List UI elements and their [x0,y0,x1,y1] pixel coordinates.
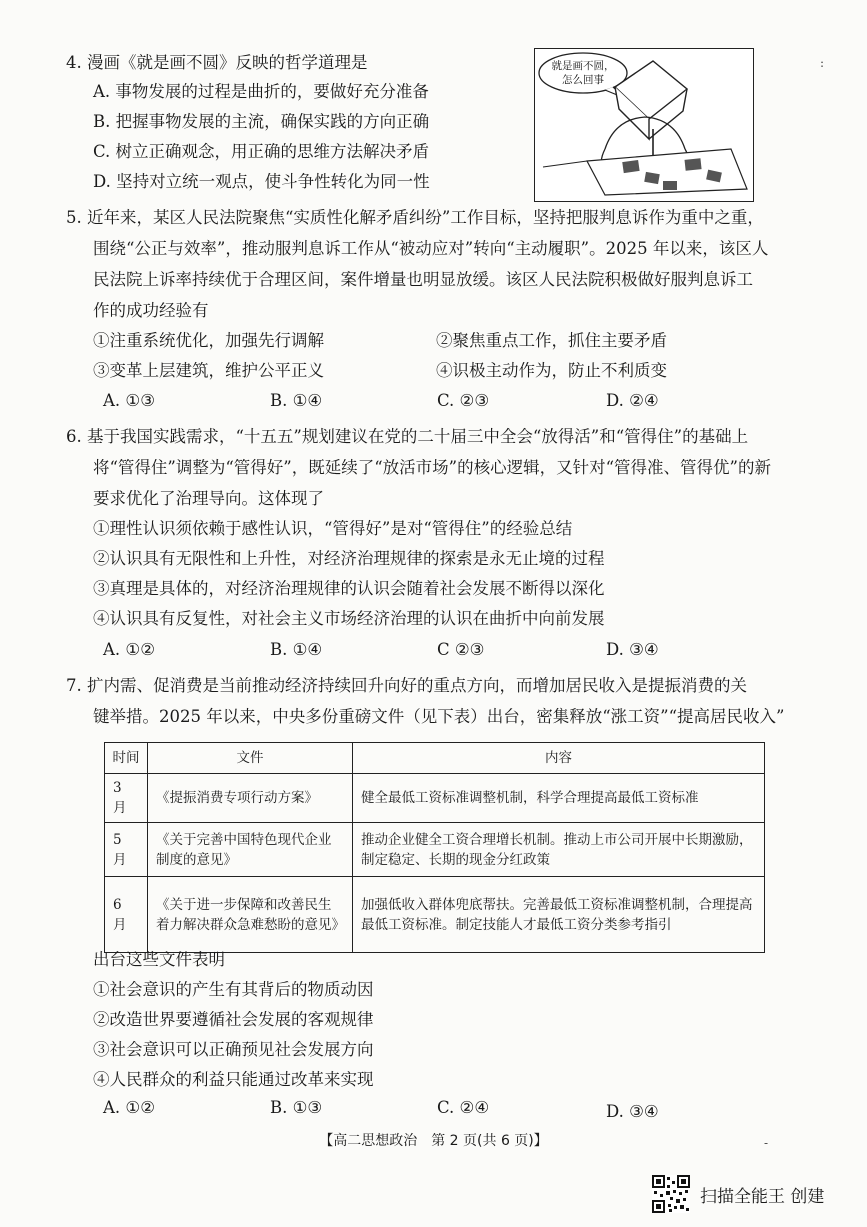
q5-choice-b: B. ①④ [270,391,323,410]
scanner-label: 扫描全能王 创建 [700,1186,825,1207]
margin-mark: - [764,1136,769,1150]
q6-item-3: ③真理是具体的，对经济治理规律的认识会随着社会发展不断得以深化 [93,579,605,598]
q5-item-1: ①注重系统优化，加强先行调解 [93,331,324,350]
q7-stem-2: 键举措。2025 年以来，中央多份重磅文件（见下表）出台，密集释放“涨工资”“提高居民收入” [93,707,785,726]
table-cell: 5 月 [105,823,148,877]
q5-item-2: ②聚焦重点工作，抓住主要矛盾 [436,331,667,350]
cartoon-caption-2: 怎么回事 [562,74,604,86]
q7-choice-d: D. ③④ [606,1102,659,1121]
table-cell: 健全最低工资标准调整机制，科学合理提高最低工资标准 [353,774,765,823]
scanner-watermark [652,1174,824,1214]
q7-choice-c: C. ②④ [437,1098,490,1117]
table-row [105,823,765,877]
q5-item-4: ④识极主动作为，防止不利质变 [436,361,667,380]
q6-item-1: ①理性认识须依赖于感性认识，“管得好”是对“管得住”的经验总结 [93,519,573,538]
q5-stem-4: 作的成功经验有 [93,301,209,320]
table-header: 时间 [105,743,148,774]
q6-stem-3: 要求优化了治理导向。这体现了 [93,489,324,508]
q7-stem-1: 7. 扩内需、促消费是当前推动经济持续回升向好的重点方向，而增加居民收入是提振消费的关 [66,676,747,695]
table-cell: 加强低收入群体兜底帮扶。完善最低工资标准调整机制，合理提高最低工资标准。制定技能人才最低工资分类参考指引 [353,877,765,953]
table-row [105,774,765,823]
q5-choice-c: C. ②③ [437,391,490,410]
q7-lead: 出台这些文件表明 [93,950,225,969]
q6-choice-d: D. ③④ [606,640,659,659]
q5-stem-1: 5. 近年来，某区人民法院聚焦“实质性化解矛盾纠纷”工作目标，坚持把服判息诉作为重中之重， [66,208,764,227]
q7-item-1: ①社会意识的产生有其背后的物质动因 [93,980,374,999]
cartoon-drawing [535,49,753,201]
q6-choice-c: C ②③ [437,640,485,659]
table-cell: 《提振消费专项行动方案》 [148,774,353,823]
q5-item-3: ③变革上层建筑，维护公平正义 [93,361,324,380]
margin-mark: : [820,56,825,70]
table-cell: 《关于完善中国特色现代企业制度的意见》 [148,823,353,877]
cartoon-image [534,48,754,202]
q5-choice-d: D. ②④ [606,391,659,410]
table-cell: 推动企业健全工资合理增长机制。推动上市公司开展中长期激励，制定稳定、长期的现金分红政策 [353,823,765,877]
q4-option-c: C. 树立正确观念，用正确的思维方法解决矛盾 [93,142,430,161]
q5-stem-2: 围绕“公正与效率”，推动服判息诉工作从“被动应对”转向“主动履职”。2025 年以来，该区人 [93,239,769,258]
q6-item-4: ④认识具有反复性，对社会主义市场经济治理的认识在曲折中向前发展 [93,609,605,628]
table-header-row [105,743,765,774]
q6-choice-a: A. ①② [103,640,155,659]
q6-item-2: ②认识具有无限性和上升性，对经济治理规律的探索是永无止境的过程 [93,549,605,568]
q4-stem: 4. 漫画《就是画不圆》反映的哲学道理是 [66,53,368,72]
cartoon-caption-1: 就是画不圆， [551,60,615,72]
q6-stem-2: 将“管得住”调整为“管得好”，既延续了“放活市场”的核心逻辑，又针对“管得准、管得优”的新 [93,458,771,477]
q7-item-3: ③社会意识可以正确预见社会发展方向 [93,1040,374,1059]
q5-stem-3: 民法院上诉率持续优于合理区间，案件增量也明显放缓。该区人民法院积极做好服判息诉工 [93,270,753,289]
table-cell: 6 月 [105,877,148,953]
q6-choice-b: B. ①④ [270,640,323,659]
q6-stem-1: 6. 基于我国实践需求，“十五五”规划建议在党的二十届三中全会“放得活”和“管得住”的基础上 [66,427,749,446]
table-header: 内容 [353,743,765,774]
q7-choice-b: B. ①③ [270,1098,323,1117]
qr-code-icon [652,1175,690,1213]
table-cell: 《关于进一步保障和改善民生 着力解决群众急难愁盼的意见》 [148,877,353,953]
policy-table [104,742,765,953]
q4-option-a: A. 事物发展的过程是曲折的，要做好充分准备 [93,82,429,101]
table-header: 文件 [148,743,353,774]
q7-item-2: ②改造世界要遵循社会发展的客观规律 [93,1010,374,1029]
table-row [105,877,765,953]
q4-option-d: D. 坚持对立统一观点，使斗争性转化为同一性 [93,172,430,191]
q5-choice-a: A. ①③ [103,391,155,410]
page-footer: 【高二思想政治 第 2 页(共 6 页)】 [319,1133,548,1149]
q7-item-4: ④人民群众的利益只能通过改革来实现 [93,1070,374,1089]
table-cell: 3 月 [105,774,148,823]
q7-choice-a: A. ①② [103,1098,155,1117]
q4-option-b: B. 把握事物发展的主流，确保实践的方向正确 [93,112,430,131]
